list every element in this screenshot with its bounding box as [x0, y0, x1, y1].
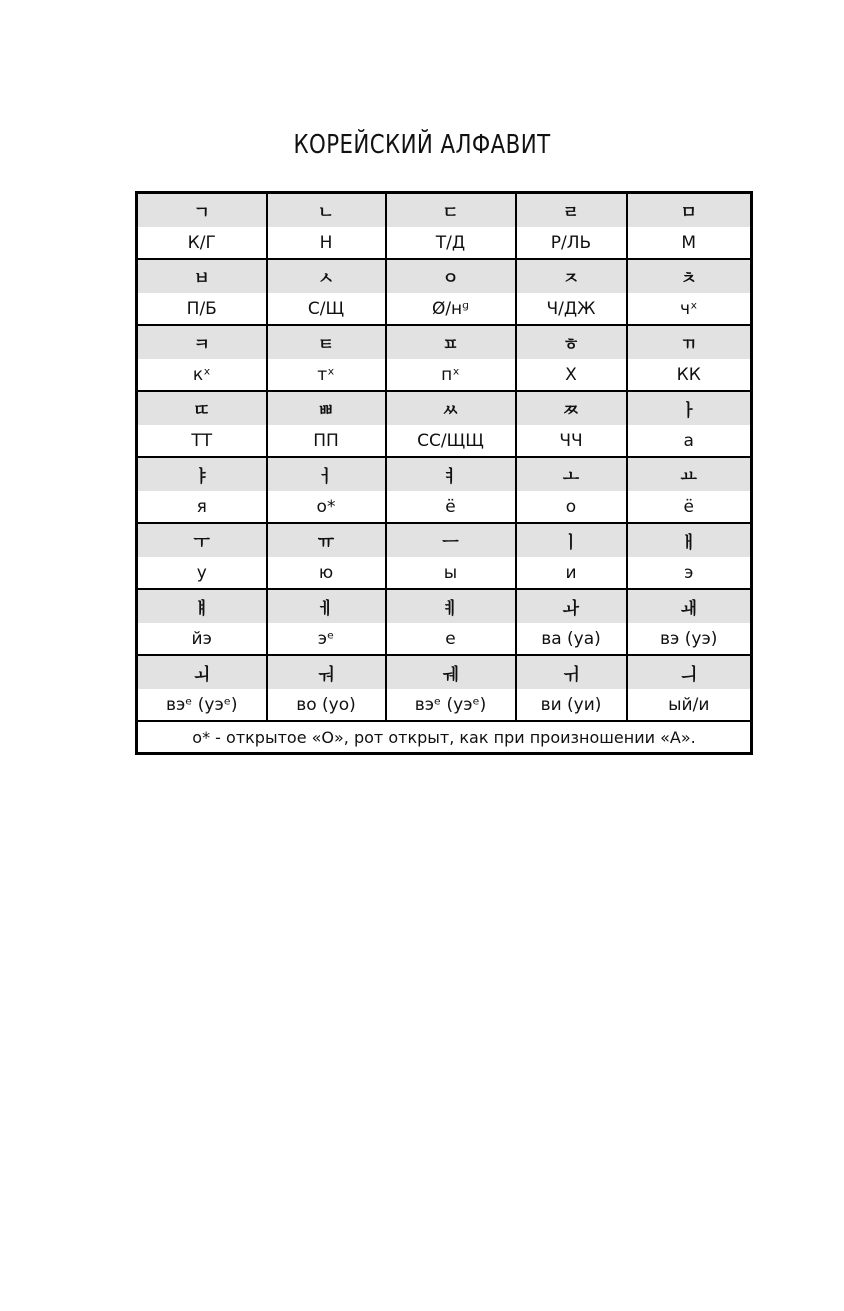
jamo-row: [137, 193, 752, 228]
jamo-cell: ㄹ: [516, 193, 627, 228]
transliteration-row: [137, 623, 752, 655]
footnote-row: [137, 721, 752, 754]
jamo-cell: ㅅ: [267, 259, 386, 293]
jamo-cell: ㅙ: [627, 589, 752, 623]
transliteration-cell: тˣ: [267, 359, 386, 391]
jamo-cell: ㅔ: [267, 589, 386, 623]
jamo-cell: ㅞ: [386, 655, 516, 689]
transliteration-cell: ви (уи): [516, 689, 627, 721]
transliteration-row: [137, 425, 752, 457]
transliteration-cell: ТТ: [137, 425, 267, 457]
transliteration-cell: Х: [516, 359, 627, 391]
jamo-cell: ㅗ: [516, 457, 627, 491]
transliteration-cell: о*: [267, 491, 386, 523]
jamo-cell: ㄸ: [137, 391, 267, 425]
transliteration-cell: ю: [267, 557, 386, 589]
jamo-row: [137, 655, 752, 689]
jamo-cell: ㅆ: [386, 391, 516, 425]
transliteration-cell: К/Г: [137, 227, 267, 259]
transliteration-cell: Ø/нᶢ: [386, 293, 516, 325]
jamo-cell: ㅘ: [516, 589, 627, 623]
jamo-cell: ㅉ: [516, 391, 627, 425]
jamo-cell: ㅜ: [137, 523, 267, 557]
jamo-cell: ㅈ: [516, 259, 627, 293]
jamo-cell: ㅟ: [516, 655, 627, 689]
transliteration-cell: у: [137, 557, 267, 589]
jamo-cell: ㅁ: [627, 193, 752, 228]
transliteration-cell: е: [386, 623, 516, 655]
jamo-cell: ㄲ: [627, 325, 752, 359]
transliteration-cell: Т/Д: [386, 227, 516, 259]
transliteration-cell: вэᵉ (уэᵉ): [386, 689, 516, 721]
jamo-cell: ㅐ: [627, 523, 752, 557]
jamo-cell: ㅠ: [267, 523, 386, 557]
jamo-cell: ㅍ: [386, 325, 516, 359]
transliteration-cell: ва (уа): [516, 623, 627, 655]
transliteration-row: [137, 293, 752, 325]
transliteration-cell: ПП: [267, 425, 386, 457]
jamo-cell: ㅕ: [386, 457, 516, 491]
jamo-cell: ㅣ: [516, 523, 627, 557]
transliteration-row: [137, 359, 752, 391]
jamo-cell: ㄷ: [386, 193, 516, 228]
alphabet-table: [135, 191, 753, 755]
jamo-row: [137, 391, 752, 425]
transliteration-cell: я: [137, 491, 267, 523]
transliteration-cell: чˣ: [627, 293, 752, 325]
transliteration-cell: о: [516, 491, 627, 523]
page-title: КОРЕЙСКИЙ АЛФАВИТ: [293, 130, 551, 160]
transliteration-cell: э: [627, 557, 752, 589]
jamo-cell: ㄱ: [137, 193, 267, 228]
jamo-cell: ㅊ: [627, 259, 752, 293]
transliteration-cell: М: [627, 227, 752, 259]
jamo-cell: ㅚ: [137, 655, 267, 689]
transliteration-cell: вэ (уэ): [627, 623, 752, 655]
transliteration-cell: Р/ЛЬ: [516, 227, 627, 259]
transliteration-cell: а: [627, 425, 752, 457]
transliteration-cell: ый/и: [627, 689, 752, 721]
transliteration-cell: Ч/ДЖ: [516, 293, 627, 325]
transliteration-cell: СС/ЩЩ: [386, 425, 516, 457]
jamo-cell: ㅏ: [627, 391, 752, 425]
footnote: о* - открытое «О», рот открыт, как при произношении «А».: [137, 721, 752, 754]
transliteration-cell: во (уо): [267, 689, 386, 721]
jamo-row: [137, 259, 752, 293]
transliteration-cell: С/Щ: [267, 293, 386, 325]
jamo-cell: ㅖ: [386, 589, 516, 623]
transliteration-cell: ё: [627, 491, 752, 523]
transliteration-cell: пˣ: [386, 359, 516, 391]
jamo-cell: ㅑ: [137, 457, 267, 491]
transliteration-cell: эᵉ: [267, 623, 386, 655]
transliteration-row: [137, 557, 752, 589]
transliteration-row: [137, 689, 752, 721]
jamo-row: [137, 523, 752, 557]
transliteration-cell: кˣ: [137, 359, 267, 391]
jamo-row: [137, 457, 752, 491]
jamo-cell: ㅢ: [627, 655, 752, 689]
jamo-cell: ㅃ: [267, 391, 386, 425]
transliteration-cell: Н: [267, 227, 386, 259]
jamo-row: [137, 325, 752, 359]
transliteration-row: [137, 491, 752, 523]
transliteration-row: [137, 227, 752, 259]
jamo-cell: ㅓ: [267, 457, 386, 491]
jamo-cell: ㅝ: [267, 655, 386, 689]
transliteration-cell: йэ: [137, 623, 267, 655]
jamo-cell: ㅌ: [267, 325, 386, 359]
transliteration-cell: П/Б: [137, 293, 267, 325]
jamo-cell: ㅡ: [386, 523, 516, 557]
jamo-cell: ㅒ: [137, 589, 267, 623]
transliteration-cell: КК: [627, 359, 752, 391]
jamo-cell: ㄴ: [267, 193, 386, 228]
jamo-cell: ㅎ: [516, 325, 627, 359]
jamo-cell: ㅂ: [137, 259, 267, 293]
transliteration-cell: ы: [386, 557, 516, 589]
transliteration-cell: ё: [386, 491, 516, 523]
jamo-cell: ㅇ: [386, 259, 516, 293]
jamo-row: [137, 589, 752, 623]
jamo-cell: ㅛ: [627, 457, 752, 491]
jamo-cell: ㅋ: [137, 325, 267, 359]
transliteration-cell: и: [516, 557, 627, 589]
transliteration-cell: ЧЧ: [516, 425, 627, 457]
transliteration-cell: вэᵉ (уэᵉ): [137, 689, 267, 721]
